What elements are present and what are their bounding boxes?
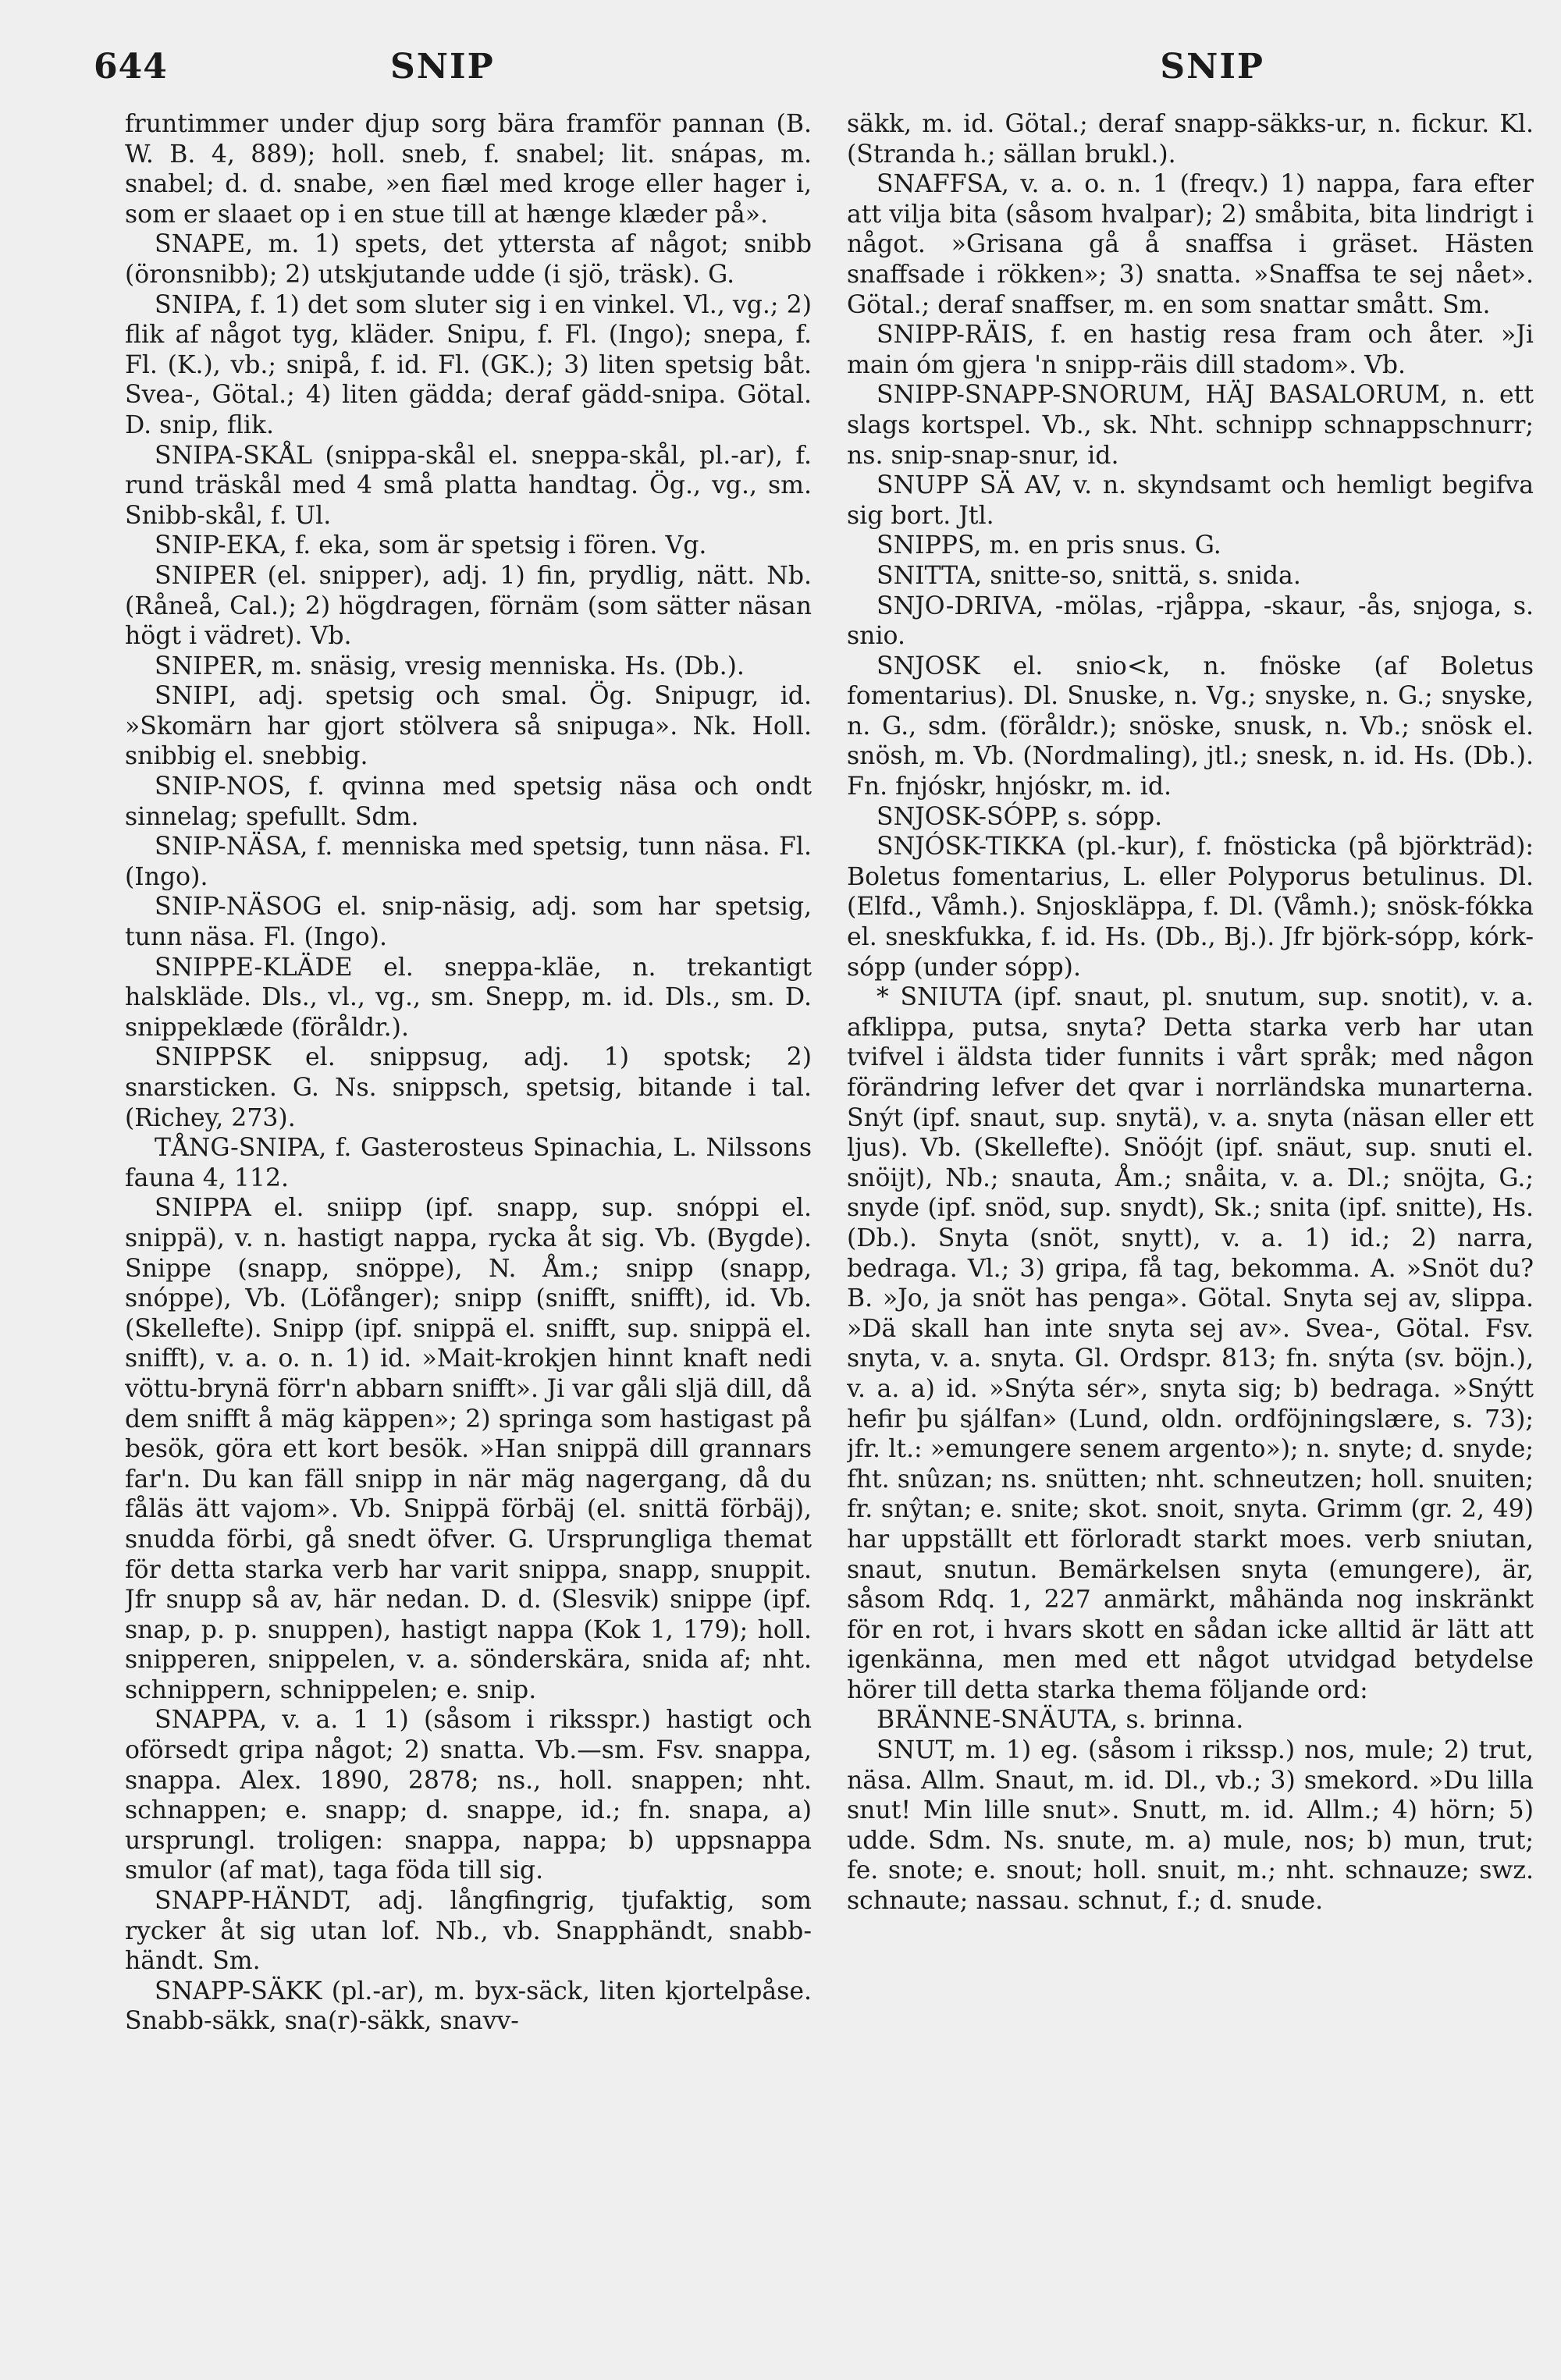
dictionary-entry: SNAPPA, v. a. 1 1) (såsom i riksspr.) hastigt och oförsedt gripa något; 2) snatta. Vb.—sm. Fsv. snappa, snappa. Alex. 1890, 2878; ns., holl. snappen; nht. schnappen; e. snapp; d. snappe, id.; fn. snapa, a) ursprungl. troligen: snappa, nappa; b) uppsnappa smulor (af mat), taga föda till sig.	[125, 1706, 812, 1885]
dictionary-entry: SNIPP-SNAPP-SNORUM, HÄJ BASALORUM, n. ett slags kortspel. Vb., sk. Nht. schnipp schnappschnurr; ns. snip-snap-snur, id.	[847, 381, 1534, 470]
left-column	[125, 109, 812, 2341]
dictionary-entry: SNIPA, f. 1) det som sluter sig i en vinkel. Vl., vg.; 2) flik af något tyg, kläder. Snipu, f. Fl. (Ingo); snepa, f. Fl. (K.), vb.; snipå, f. id. Fl. (GK.); 3) liten spetsig båt. Svea-, Götal.; 4) liten gädda; deraf gädd-snipa. Götal. D. snip, flik.	[125, 290, 812, 439]
dictionary-entry: SNIP-NÄSA, f. menniska med spetsig, tunn näsa. Fl. (Ingo).	[125, 833, 812, 891]
dictionary-entry: SNAPP-HÄNDT, adj. långfingrig, tjufaktig, som rycker åt sig utan lof. Nb., vb. Snapphändt, snabb-händt. Sm.	[125, 1887, 812, 1976]
dictionary-entry: SNIPPS, m. en pris snus. G.	[877, 531, 1221, 560]
dictionary-entry: SNJÓSK-TIKKA (pl.-kur), f. fnösticka (på björkträd): Boletus fomentarius, L. eller Polyporus betulinus. Dl. (Elfd., Våmh.). Snjoskläppa, f. Dl. (Våmh.); snösk-fókka el. sneskfukka, f. id. Hs. (Db., Bj.). Jfr björk-sópp, kórk-sópp (under sópp).	[847, 833, 1534, 982]
dictionary-entry: SNIP-NÄSOG el. snip-näsig, adj. som har spetsig, tunn näsa. Fl. (Ingo).	[125, 893, 812, 952]
dictionary-entry: SNIPPA el. sniipp (ipf. snapp, sup. snóppi el. snippä), v. n. hastigt nappa, rycka åt sig. Vb. (Bygde). Snippe (snapp, snöppe), N. Åm.; snipp (snapp, snóppe), Vb. (Löfånger); snipp (snifft, snifft), id. Vb. (Skellefte). Snipp (ipf. snippä el. snifft, sup. snippä el. snifft), v. a. o. n. 1) id. »Mait-krokjen hinnt knaft nedi vöttu-brynä förr'n abbarn snifft». Ji var gåli sljä dill, då dem snifft å mäg käppen»; 2) springa som hastigast på besök, göra ett kort besök. »Han snippä dill grannars far'n. Du kan fäll snipp in när mäg nagergang, då du fåläs ätt vajom». Vb. Snippä förbäj (el. snittä förbäj), snudda förbi, gå snedt öfver. G. Ursprungliga themat för detta starka verb har varit snippa, snapp, snuppit. Jfr snupp så av, här nedan. D. d. (Slesvik) snippe (ipf. snap, p. p. snuppen), hastigt nappa (Kok 1, 179); holl. snipperen, snippelen, v. a. sönderskära, snida af; nht. schnippern, schnippelen; e. snip.	[125, 1194, 812, 1704]
right-running-head: SNIP	[1160, 47, 1264, 87]
dictionary-entry: SNIPER (el. snipper), adj. 1) fin, prydlig, nätt. Nb. (Råneå, Cal.); 2) högdragen, förnäm (som sätter näsan högt i vädret). Vb.	[125, 561, 812, 651]
dictionary-entry: SNAPP-SÄKK (pl.-ar), m. byx-säck, liten kjortelpåse. Snabb-säkk, sna(r)-säkk, snavv-	[125, 1977, 812, 2036]
dictionary-entry: SNJO-DRIVA, -mölas, -rjåppa, -skaur, -ås, snjoga, s. snio.	[847, 591, 1534, 651]
dictionary-entry: SNIP-EKA, f. eka, som är spetsig i fören. Vg.	[155, 531, 707, 560]
dictionary-entry: SNJOSK el. snio<k, n. fnöske (af Boletus fomentarius). Dl. Snuske, n. Vg.; snyske, n. G.; snyske, n. G., sdm. (föråldr.); snöske, snusk, n. Vb.; snösk el. snösh, m. Vb. (Nordmaling), jtl.; snesk, n. id. Hs. (Db.). Fn. fnjóskr, hnjóskr, m. id.	[847, 652, 1534, 801]
page-header	[94, 47, 1491, 101]
page-number: 644	[94, 47, 168, 87]
dictionary-entry: TÅNG-SNIPA, f. Gasterosteus Spinachia, L. Nilssons fauna 4, 112.	[125, 1134, 812, 1192]
dictionary-entry: SNIPPSK el. snippsug, adj. 1) spotsk; 2) snarsticken. G. Ns. snippsch, spetsig, bitande i tal. (Richey, 273).	[125, 1043, 812, 1132]
dictionary-entry: SNIPPE-KLÄDE el. sneppa-kläe, n. trekantigt halskläde. Dls., vl., vg., sm. Snepp, m. id. Dls., sm. D. snippeklæde (föråldr.).	[125, 953, 812, 1042]
dictionary-entry: SNIP-NOS, f. qvinna med spetsig näsa och ondt sinnelag; spefullt. Sdm.	[125, 773, 812, 831]
left-running-head: SNIP	[390, 47, 495, 87]
dictionary-entry: SNAFFSA, v. a. o. n. 1 (freqv.) 1) nappa, fara efter att vilja bita (såsom hvalpar); 2) småbita, bita lindrigt i något. »Grisana gå å snaffsa i gräset. Hästen snaffsade i rökken»; 3) snatta. »Snaffsa te sej nået». Götal.; deraf snaffser, m. en som snattar smått. Sm.	[847, 170, 1534, 319]
dictionary-entry: SNIPER, m. snäsig, vresig menniska. Hs. (Db.).	[155, 652, 745, 680]
dictionary-entry: säkk, m. id. Götal.; deraf snapp-säkks-ur, n. fickur. Kl. (Stranda h.; sällan brukl.).	[847, 110, 1534, 169]
dictionary-entry: SNJOSK-SÓPP, s. sópp.	[877, 802, 1163, 831]
dictionary-entry: SNIPA-SKÅL (snippa-skål el. sneppa-skål, pl.-ar), f. rund träskål med 4 små platta handtag. Ög., vg., sm. Snibb-skål, f. Ul.	[125, 441, 812, 530]
dictionary-entry: * SNIUTA (ipf. snaut, pl. snutum, sup. snotit), v. a. afklippa, putsa, snyta? Detta starka verb har utan tvifvel i äldsta tider funnits i vårt språk; med någon förändring lefver det qvar i norrländska munarterna. Snýt (ipf. snaut, sup. snytä), v. a. snyta (näsan eller ett ljus). Vb. (Skellefte). Snöójt (ipf. snäut, sup. snuti el. snöijt), Nb.; snauta, Åm.; snåita, v. a. Dl.; snöjta, G.; snyde (ipf. snöd, sup. snydt), Sk.; snita (ipf. snitte), Hs. (Db.). Snyta (snöt, snytt), v. a. 1) id.; 2) narra, bedraga. Vl.; 3) gripa, få tag, bekomma. A. »Snöt du? B. »Jo, ja snöt has penga». Götal. Snyta sej av, slippa. »Dä skall han inte snyta sej av». Svea-, Götal. Fsv. snyta, v. a. snyta. Gl. Ordspr. 813; fn. snýta (sv. böjn.), v. a. a) id. »Snýta sér», snyta sig; b) bedraga. »Snýtt hefir þu sjálfan» (Lund, oldn. ordföjningslære, s. 73); jfr. lt.: »emungere senem argento»); n. snyte; d. snyde; fht. snûzan; ns. snütten; nht. schneutzen; holl. snuiten; fr. snŷtan; e. snite; skot. snoit, snyta. Grimm (gr. 2, 49) har uppställt ett förloradt starkt moes. verb sniutan, snaut, snutun. Bemärkelsen snyta (emungere), är, såsom Rdq. 1, 227 anmärkt, måhända nog inskränkt för en rot, i hvars skott en sådan icke alltid är lätt att igenkänna, men med ett något utvidgad betydelse hörer till detta starka thema följande ord:	[847, 983, 1534, 1704]
dictionary-entry: SNAPE, m. 1) spets, det yttersta af något; snibb (öronsnibb); 2) utskjutande udde (i sjö, träsk). G.	[125, 230, 812, 289]
dictionary-entry: SNUPP SÄ AV, v. n. skyndsamt och hemligt begifva sig bort. Jtl.	[847, 471, 1534, 530]
dictionary-entry: BRÄNNE-SNÄUTA, s. brinna.	[877, 1706, 1244, 1735]
dictionary-entry: SNIPI, adj. spetsig och smal. Ög. Snipugr, id. »Skomärn har gjort stölvera så snipuga». Nk. Holl. snibbig el. snebbig.	[125, 682, 812, 771]
right-column	[847, 109, 1534, 2341]
dictionary-entry: SNUT, m. 1) eg. (såsom i rikssp.) nos, mule; 2) trut, näsa. Allm. Snaut, m. id. Dl., vb.; 3) smekord. »Du lilla snut! Min lille snut». Snutt, m. id. Allm.; 4) hörn; 5) udde. Sdm. Ns. snute, m. a) mule, nos; b) mun, trut; fe. snote; e. snout; holl. snuit, m.; nht. schnauze; swz. schnaute; nassau. schnut, f.; d. snude.	[847, 1736, 1534, 1916]
dictionary-entry: fruntimmer under djup sorg bära framför pannan (B. W. B. 4, 889); holl. sneb, f. snabel; lit. snápas, m. snabel; d. d. snabe, »en fiæl med kroge eller hager i, som er slaaet op i en stue till at hænge klæder på».	[125, 110, 812, 229]
dictionary-entry: SNITTA, snitte-so, snittä, s. snida.	[877, 561, 1301, 590]
dictionary-entry: SNIPP-RÄIS, f. en hastig resa fram och åter. »Ji main óm gjera 'n snipp-räis dill stadom». Vb.	[847, 321, 1534, 379]
